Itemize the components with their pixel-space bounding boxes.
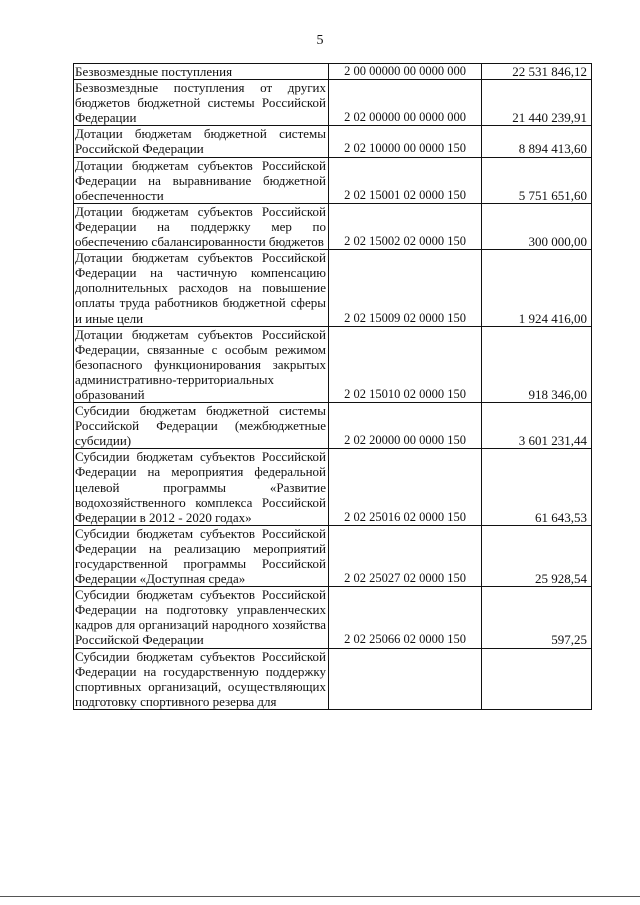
row-code: 2 02 15002 02 0000 150 — [329, 203, 482, 249]
row-amount: 3 601 231,44 — [482, 403, 592, 449]
row-name-text: Безвозмездные поступления от других бюджетов бюджетной системы Российской Федерации — [75, 80, 326, 126]
table-row — [74, 126, 592, 157]
row-name — [74, 587, 329, 648]
row-name — [74, 326, 329, 402]
table-row — [74, 250, 592, 326]
table-row — [74, 449, 592, 525]
row-code: 2 02 20000 00 0000 150 — [329, 403, 482, 449]
row-code: 2 00 00000 00 0000 000 — [329, 64, 482, 80]
row-name-text: Дотации бюджетам субъектов Российской Федерации на частичную компенсацию дополнительных расходов на повышение оплаты труда работников бюджетной сферы и иные цели — [75, 250, 326, 326]
row-code: 2 02 25066 02 0000 150 — [329, 587, 482, 648]
row-name-text: Дотации бюджетам субъектов Российской Федерации, связанные с особым режимом безопасного функционирования закрытых административно-территориальных образований — [75, 326, 326, 402]
budget-revenue-table — [73, 63, 592, 710]
row-amount: 300 000,00 — [482, 203, 592, 249]
row-amount — [482, 648, 592, 709]
row-code — [329, 648, 482, 709]
row-code: 2 02 10000 00 0000 150 — [329, 126, 482, 157]
table-row — [74, 203, 592, 249]
row-amount: 21 440 239,91 — [482, 80, 592, 126]
row-amount: 61 643,53 — [482, 449, 592, 525]
row-code: 2 02 15010 02 0000 150 — [329, 326, 482, 402]
table-row — [74, 525, 592, 586]
page-number: 5 — [316, 33, 324, 48]
row-name-text: Дотации бюджетам бюджетной системы Российской Федерации — [75, 126, 326, 157]
row-name-text: Безвозмездные поступления — [75, 64, 233, 79]
row-name-text: Дотации бюджетам субъектов Российской Федерации на выравнивание бюджетной обеспеченности — [75, 157, 326, 203]
table-row — [74, 326, 592, 402]
row-amount: 1 924 416,00 — [482, 250, 592, 326]
row-name — [74, 64, 329, 80]
row-name-text: Дотации бюджетам субъектов Российской Федерации на поддержку мер по обеспечению сбалансированности бюджетов — [75, 203, 326, 250]
row-name-text: Субсидии бюджетам бюджетной системы Российской Федерации (межбюджетные субсидии) — [75, 403, 326, 449]
row-name — [74, 648, 329, 709]
table-row — [74, 403, 592, 449]
table-row — [74, 587, 592, 648]
row-amount: 597,25 — [482, 587, 592, 648]
row-name — [74, 403, 329, 449]
row-name-text: Субсидии бюджетам субъектов Российской Федерации на государственную поддержку спортивных организаций, осуществляющих подготовку спортивного резерва для — [75, 648, 326, 709]
page-bottom-rule — [0, 896, 640, 897]
row-code: 2 02 00000 00 0000 000 — [329, 80, 482, 126]
row-amount: 8 894 413,60 — [482, 126, 592, 157]
row-amount: 5 751 651,60 — [482, 157, 592, 203]
row-name — [74, 157, 329, 203]
table-row — [74, 64, 592, 80]
row-amount: 25 928,54 — [482, 525, 592, 586]
row-name — [74, 80, 329, 126]
table-row — [74, 648, 592, 709]
row-name-text: Субсидии бюджетам субъектов Российской Федерации на подготовку управленческих кадров для организаций народного хозяйства Российской Федерации — [75, 587, 326, 648]
row-name-text: Субсидии бюджетам субъектов Российской Федерации на реализацию мероприятий государственной программы Российской Федерации «Доступная среда» — [75, 525, 326, 587]
row-code: 2 02 25027 02 0000 150 — [329, 525, 482, 586]
row-name-text: Субсидии бюджетам субъектов Российской Федерации на мероприятия федеральной целевой программы «Развитие водохозяйственного комплекса Российской Федерации в 2012 - 2020 годах» — [75, 449, 326, 525]
table-row — [74, 157, 592, 203]
row-code: 2 02 15009 02 0000 150 — [329, 250, 482, 326]
row-code: 2 02 25016 02 0000 150 — [329, 449, 482, 525]
row-name — [74, 525, 329, 586]
row-name — [74, 250, 329, 326]
row-amount: 22 531 846,12 — [482, 64, 592, 80]
row-name — [74, 203, 329, 249]
row-name — [74, 126, 329, 157]
row-amount: 918 346,00 — [482, 326, 592, 402]
table-row — [74, 80, 592, 126]
row-name — [74, 449, 329, 525]
row-code: 2 02 15001 02 0000 150 — [329, 157, 482, 203]
